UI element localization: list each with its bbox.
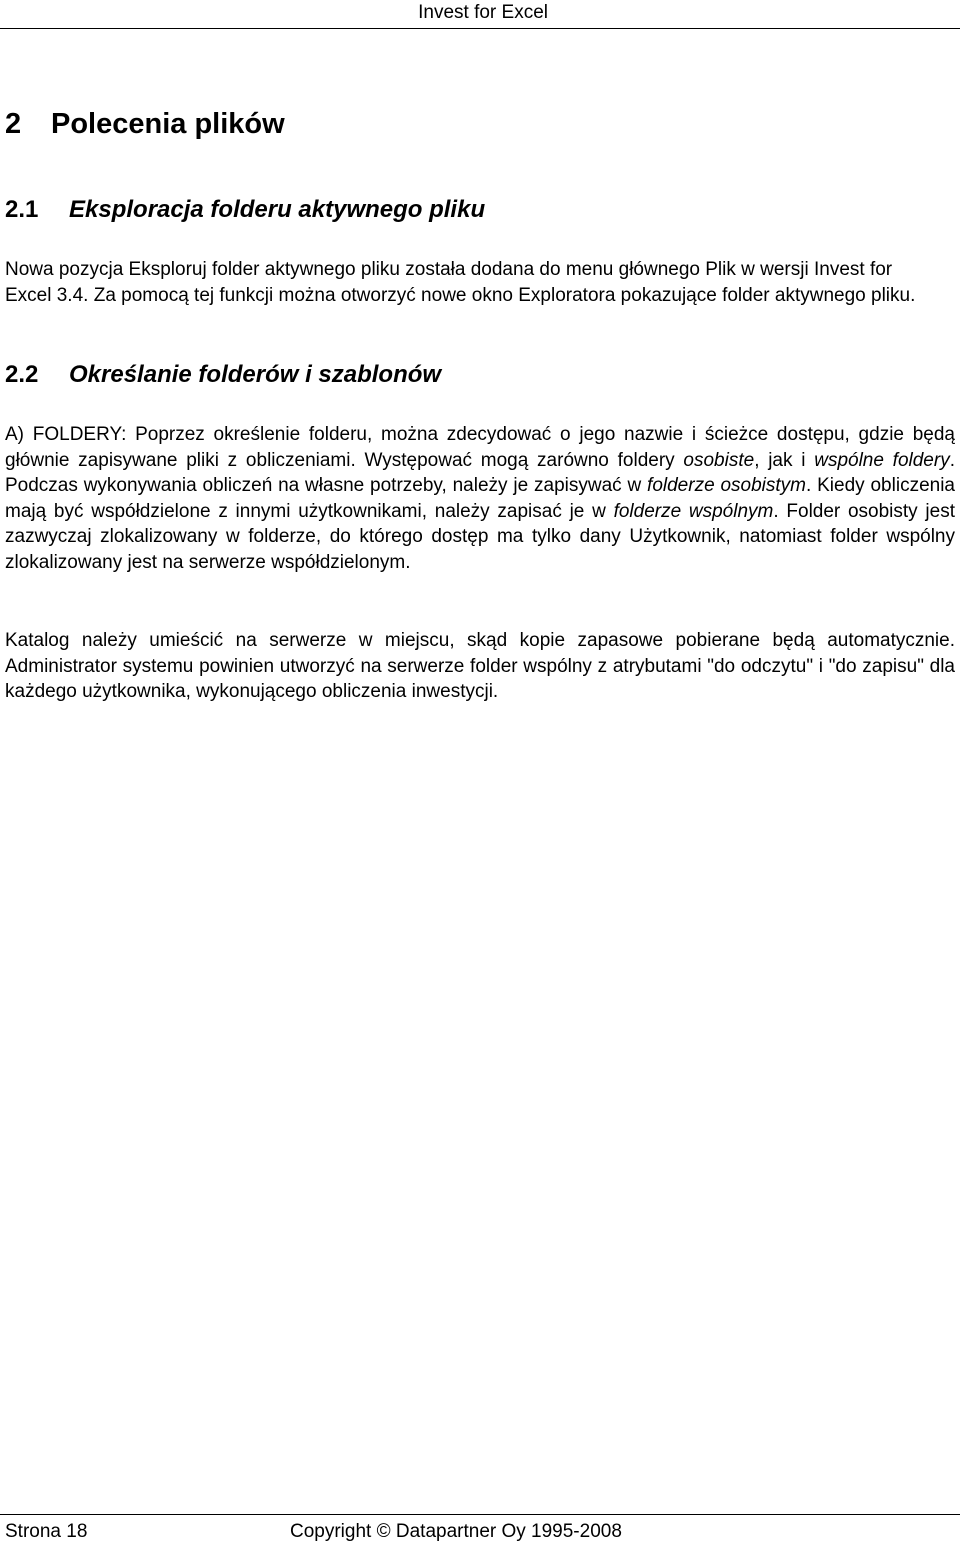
text-run: A) FOLDERY: Poprzez określenie folderu, można zdecydować o jego nazwie i ścieżce dostępu, gdzie będą głównie zapisywane pliki z obliczeniami. Występować mogą zarówno foldery xyxy=(5,424,955,471)
section-title: Określanie folderów i szablonów xyxy=(69,361,442,388)
text-run: . Podczas wykonywania obliczeń na własne potrzeby, należy je zapisywać w xyxy=(5,449,955,496)
paragraph-catalog: Katalog należy umieścić na serwerze w miejscu, skąd kopie zapasowe pobierane będą automatycznie. Administrator systemu powinien utworzyć na serwerze folder wspólny z atrybutami "do odczytu" i "do zapisu" dla każdego użytkownika, wykonującego obliczenia inwestycji. xyxy=(5,630,955,702)
section-number: 2.2 xyxy=(5,361,39,388)
copyright-notice: Copyright © Datapartner Oy 1995-2008 xyxy=(290,1521,622,1542)
text-run: . Folder osobisty jest zazwyczaj zlokalizowany w folderze, do którego dostęp ma tylko dany Użytkownik, natomiast folder wspólny zlokalizowany jest na serwerze współdzielonym. xyxy=(5,500,955,573)
text-run: . Kiedy obliczenia mają być współdzielone z innymi użytkownikami, należy zapisać je w xyxy=(5,475,955,522)
section-number: 2 xyxy=(5,108,22,140)
italic-term: folderze osobistym xyxy=(647,475,807,496)
section-number: 2.1 xyxy=(5,196,39,223)
page-number: Strona 18 xyxy=(5,1521,88,1542)
italic-term: folderze wspólnym xyxy=(613,500,774,522)
italic-term: wspólne foldery xyxy=(814,449,950,471)
section-title: Eksploracja folderu aktywnego pliku xyxy=(69,196,486,223)
page-footer xyxy=(0,1514,960,1546)
section-heading-2-2 xyxy=(5,359,441,391)
paragraph-folders xyxy=(5,422,955,575)
section-title: Polecenia plików xyxy=(51,108,285,140)
header-title: Invest for Excel xyxy=(418,2,548,23)
section-heading-2 xyxy=(5,104,285,144)
text-run: , jak i xyxy=(754,449,815,471)
page-header xyxy=(0,0,960,29)
italic-term: osobiste xyxy=(683,449,755,471)
paragraph-explore-folder: Nowa pozycja Eksploruj folder aktywnego pliku została dodana do menu głównego Plik w wersji Invest for Excel 3.4. Za pomocą tej funkcji można otworzyć nowe okno Exploratora pokazujące folder aktywnego pliku. xyxy=(5,259,916,306)
section-heading-2-1 xyxy=(5,194,485,226)
